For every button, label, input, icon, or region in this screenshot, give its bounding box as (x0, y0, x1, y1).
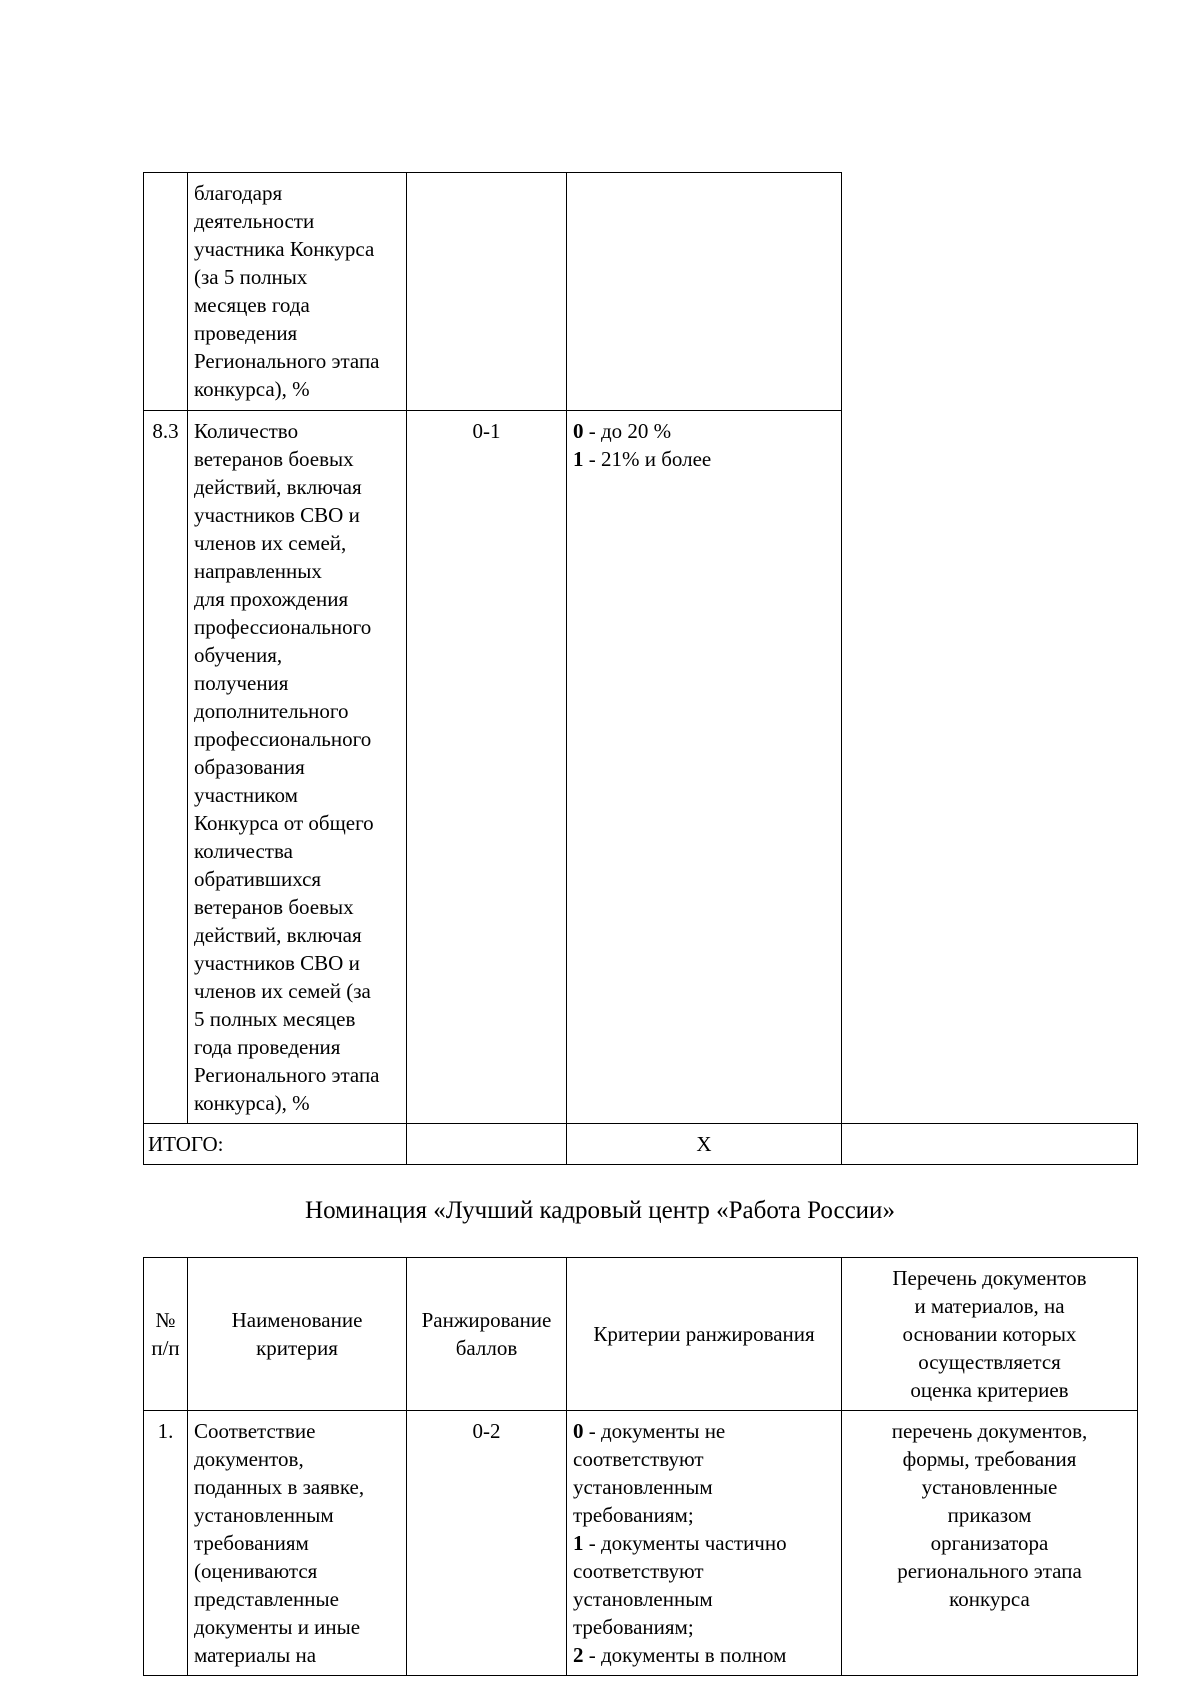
criteria-line: 0 - до 20 % (573, 419, 672, 443)
number-cell: 1. (144, 1411, 188, 1676)
header-documents: Перечень документов и материалов, на основании которых осуществляется оценка критериев (842, 1258, 1138, 1411)
criteria-cell (567, 411, 842, 1124)
table-row (144, 1411, 1138, 1676)
points-cell: 0-2 (407, 1411, 567, 1676)
score-value: 1 (573, 447, 584, 471)
documents-cell (842, 173, 1138, 1124)
criteria-cell (567, 173, 842, 411)
score-value: 2 (573, 1643, 584, 1667)
criteria-cell: 0 - документы не соответствуют установленным требованиям; 1 - документы частично соответствуют установленным требованиям; 2 - документы в полном (567, 1411, 842, 1676)
criteria-line: 0 - документы не (573, 1419, 726, 1443)
total-label: ИТОГО: (144, 1124, 407, 1165)
table-row (144, 173, 1138, 411)
criteria-table-continued (143, 172, 1138, 1165)
nomination-heading: Номинация «Лучший кадровый центр «Работа России» (305, 1197, 895, 1224)
total-row (144, 1124, 1138, 1165)
score-value: 0 (573, 419, 584, 443)
header-name: Наименование критерия (188, 1258, 407, 1411)
header-points: Ранжирование баллов (407, 1258, 567, 1411)
score-value: 1 (573, 1531, 584, 1555)
criteria-line: 1 - документы частично (573, 1531, 787, 1555)
criterion-name-cell: благодаря деятельности участника Конкурса (за 5 полных месяцев года проведения Регионального этапа конкурса), % (188, 173, 407, 411)
score-value: 0 (573, 1419, 584, 1443)
criteria-line: 2 - документы в полном (573, 1643, 787, 1667)
criterion-name-cell: Количество ветеранов боевых действий, включая участников СВО и членов их семей, направленных для прохождения профессионального обучения, получения дополнительного профессионального образования участником Конкурса от общего количества обратившихся ветеранов боевых действий, включая участников СВО и членов их семей (за 5 полных месяцев года проведения Регионального этапа конкурса), % (188, 411, 407, 1124)
documents-cell (842, 1124, 1138, 1165)
number-cell (144, 173, 188, 411)
points-cell (407, 173, 567, 411)
header-number: № п/п (144, 1258, 188, 1411)
number-cell: 8.3 (144, 411, 188, 1124)
points-cell: 0-1 (407, 411, 567, 1124)
points-cell (407, 1124, 567, 1165)
criteria-mark: Х (567, 1124, 842, 1165)
criterion-name-cell: Соответствие документов, поданных в заявке, установленным требованиям (оцениваются представленные документы и иные материалы на (188, 1411, 407, 1676)
criteria-line: 1 - 21% и более (573, 447, 712, 471)
nomination-criteria-table (143, 1257, 1138, 1676)
table-header-row (144, 1258, 1138, 1411)
documents-cell: перечень документов, формы, требования установленные приказом организатора регионального этапа конкурса (842, 1411, 1138, 1676)
header-criteria: Критерии ранжирования (567, 1258, 842, 1411)
